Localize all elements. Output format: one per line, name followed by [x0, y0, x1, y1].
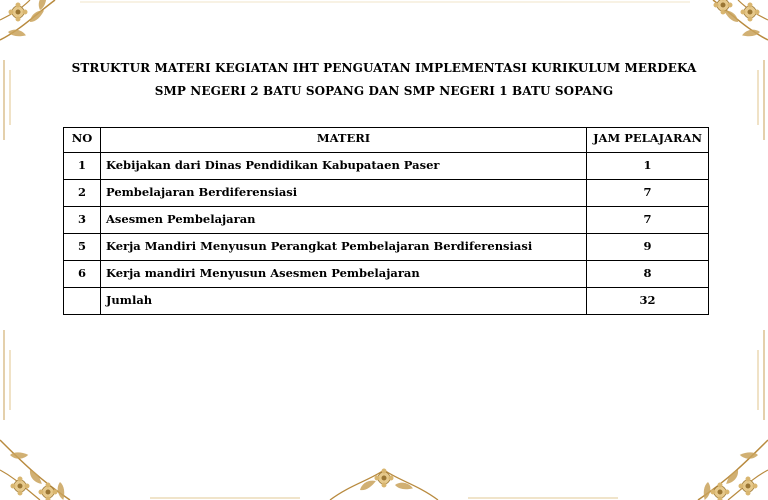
table-row	[64, 207, 709, 234]
corner-ornament-bottom-left	[0, 330, 70, 500]
document-title-line-2: SMP NEGERI 2 BATU SOPANG DAN SMP NEGERI 1 BATU SOPANG	[154, 84, 614, 98]
row-materi: Asesmen Pembelajaran	[100, 207, 586, 234]
bottom-center-ornament	[150, 469, 618, 500]
row-no: 5	[64, 234, 101, 261]
table-total-row	[64, 288, 709, 315]
row-jam: 1	[587, 153, 709, 180]
row-no: 2	[64, 180, 101, 207]
row-no: 6	[64, 261, 101, 288]
row-materi: Kebijakan dari Dinas Pendidikan Kabupataen Paser	[100, 153, 586, 180]
row-jam: 9	[587, 234, 709, 261]
row-jam: 7	[587, 207, 709, 234]
total-label: Jumlah	[100, 288, 586, 315]
corner-ornament-bottom-right	[698, 330, 768, 500]
materi-table	[63, 127, 709, 315]
row-jam: 7	[587, 180, 709, 207]
table-row	[64, 153, 709, 180]
row-no: 1	[64, 153, 101, 180]
row-materi: Kerja mandiri Menyusun Asesmen Pembelajaran	[100, 261, 586, 288]
total-jam: 32	[587, 288, 709, 315]
row-materi: Kerja Mandiri Menyusun Perangkat Pembelajaran Berdiferensiasi	[100, 234, 586, 261]
table-row	[64, 261, 709, 288]
row-jam: 8	[587, 261, 709, 288]
document-title-line-1: STRUKTUR MATERI KEGIATAN IHT PENGUATAN IMPLEMENTASI KURIKULUM MERDEKA	[71, 61, 697, 75]
table-row	[64, 234, 709, 261]
table-header-row	[64, 128, 709, 153]
table-row	[64, 180, 709, 207]
total-no	[64, 288, 101, 315]
header-jam-pelajaran: JAM PELAJARAN	[587, 128, 709, 153]
row-materi: Pembelajaran Berdiferensiasi	[100, 180, 586, 207]
header-materi: MATERI	[100, 128, 586, 153]
row-no: 3	[64, 207, 101, 234]
header-no: NO	[64, 128, 101, 153]
